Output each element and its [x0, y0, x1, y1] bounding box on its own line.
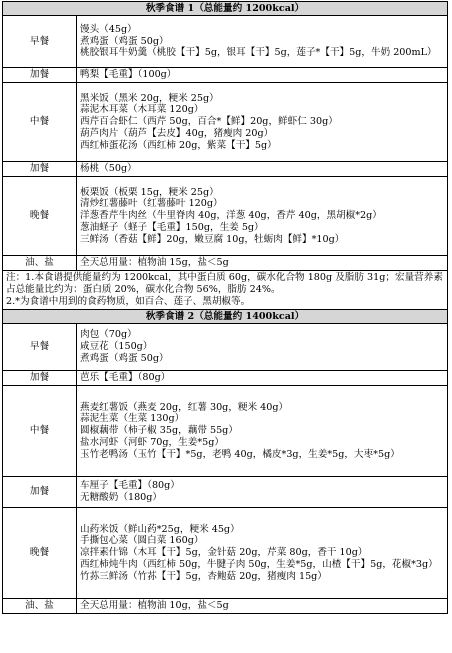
plan1-oil-salt-row: [3, 256, 448, 271]
plan2-snack1-items: [77, 371, 448, 386]
menu-item: 玉竹老鸭汤（玉竹【干】*5g，老鸭 40g，橘皮*3g，生姜*5g，大枣*5g）: [80, 448, 400, 460]
menu-item: 葱油蛏子（蛏子【毛重】150g，生姜 5g）: [80, 221, 264, 233]
plan1-title: 秋季食谱 1（总能量约 1200kcal）: [3, 2, 448, 16]
plan1-snack2-items: [77, 162, 448, 177]
plan1-oil-salt-items: [77, 256, 448, 271]
menu-item: 蒜泥木耳菜（木耳菜 120g）: [80, 104, 204, 116]
plan1-snack1-items: [77, 68, 448, 83]
plan2-dinner-row: [3, 508, 448, 599]
plan2-breakfast-items: [77, 324, 448, 371]
menu-item: 三鲜汤（香菇【鲜】20g，嫩豆腐 10g，牡蛎肉【鲜】*10g）: [80, 233, 345, 245]
plan2-snack1-row: [3, 371, 448, 386]
plan1-breakfast-row: [3, 16, 448, 68]
menu-item: 车厘子【毛重】（80g）: [80, 480, 180, 492]
plan1-breakfast-label: 早餐: [3, 16, 77, 68]
menu-item: 无糖酸奶（180g）: [80, 492, 163, 503]
menu-item: 西芹百合虾仁（西芹 50g，百合*【鲜】20g，鲜虾仁 30g）: [80, 116, 338, 128]
plan2-oil-salt-row: [3, 599, 448, 614]
plan2-snack2-row: [3, 477, 448, 508]
plan1-title-row: [3, 2, 448, 16]
plan1-breakfast-items: [77, 16, 448, 68]
plan2-dinner-label: 晚餐: [3, 508, 77, 599]
plan1-snack2-row: [3, 162, 448, 177]
plan2-title-row: [3, 310, 448, 324]
menu-item: 西红柿炖牛肉（西红柿 50g，牛腱子肉 50g，生姜*5g，山楂【干】5g，花椒*3g）: [80, 558, 438, 570]
plan1-dinner-items: [77, 177, 448, 256]
menu-item: 馒头（45g）: [80, 23, 137, 35]
menu-item: 圆椒藕带（柿子椒 35g，藕带 55g）: [80, 425, 238, 437]
menu-item: 煮鸡蛋（鸡蛋 50g）: [80, 352, 169, 364]
menu-item: 西红柿蛋花汤（西红柿 20g，紫菜【干】5g）: [80, 139, 277, 151]
note-text: 2.*为食谱中用到的食药物质，如百合、莲子、黑胡椒等。: [6, 295, 251, 307]
plan2-lunch-items: [77, 386, 448, 477]
menu-item: 手撕包心菜（圆白菜 160g）: [80, 535, 204, 547]
menu-item: 清炒红薯藤叶（红薯藤叶 120g）: [80, 198, 223, 210]
plan1-lunch-label: 中餐: [3, 83, 77, 162]
menu-item: 盐水河虾（河虾 70g，生姜*5g）: [80, 436, 224, 448]
menu-item: 黑米饭（黑米 20g，粳米 25g）: [80, 92, 219, 104]
plan2-lunch-label: 中餐: [3, 386, 77, 477]
plan1-dinner-row: [3, 177, 448, 256]
plan2-dinner-items: [77, 508, 448, 599]
plan2-oil-salt-items: [77, 599, 448, 614]
menu-item: 凉拌素什锦（木耳【干】5g，金针菇 20g，芹菜 80g，香干 10g）: [80, 547, 368, 559]
menu-item: 全天总用量：植物油 10g，盐＜5g: [80, 600, 229, 612]
menu-item: 葫芦肉片（葫芦【去皮】40g，猪瘦肉 20g）: [80, 127, 274, 139]
plan1-snack1-label: 加餐: [3, 68, 77, 83]
autumn-recipe-table: [2, 1, 448, 614]
plan2-snack2-items: [77, 477, 448, 508]
plan1-lunch-row: [3, 83, 448, 162]
plan1-lunch-items: [77, 83, 448, 162]
menu-item: 竹荪三鲜汤（竹荪【干】5g，杏鲍菇 20g，猪瘦肉 15g）: [80, 570, 327, 582]
plan2-breakfast-label: 早餐: [3, 324, 77, 371]
plan1-notes-row: [3, 271, 448, 310]
plan2-breakfast-row: [3, 324, 448, 371]
menu-item: 山药米饭（鲜山药*25g，粳米 45g）: [80, 523, 240, 535]
menu-item: 杨桃（50g）: [80, 163, 137, 175]
menu-item: 蒜泥生菜（生菜 130g）: [80, 413, 185, 425]
plan1-oil-salt-label: 油、盐: [3, 256, 77, 271]
menu-item: 鸭梨【毛重】（100g）: [80, 69, 177, 81]
menu-item: 板栗饭（板栗 15g，粳米 25g）: [80, 186, 219, 198]
menu-item: 肉包（70g）: [80, 329, 137, 341]
menu-item: 咸豆花（150g）: [80, 341, 153, 353]
plan2-oil-salt-label: 油、盐: [3, 599, 77, 614]
plan1-dinner-label: 晚餐: [3, 177, 77, 256]
plan1-snack1-row: [3, 68, 448, 83]
plan2-snack1-label: 加餐: [3, 371, 77, 386]
menu-item: 燕麦红薯饭（燕麦 20g，红薯 30g，粳米 40g）: [80, 401, 289, 413]
plan2-lunch-row: [3, 386, 448, 477]
plan2-title: 秋季食谱 2（总能量约 1400kcal）: [3, 310, 448, 324]
note-text: 注：1.本食谱提供能量约为 1200kcal，其中蛋白质 60g，碳水化合物 180g 及脂肪 31g；宏量营养素占总能量比约为：蛋白质 20%，碳水化合物 56%，脂肪 24%。: [6, 272, 443, 296]
menu-item: 全天总用量：植物油 15g，盐＜5g: [80, 257, 229, 269]
plan2-snack2-label: 加餐: [3, 477, 77, 508]
plan1-notes: [3, 271, 448, 310]
menu-item: 煮鸡蛋（鸡蛋 50g）: [80, 35, 169, 47]
plan1-snack2-label: 加餐: [3, 162, 77, 177]
menu-item: 桃胶银耳牛奶羹（桃胶【干】5g，银耳【干】5g，莲子*【干】5g，牛奶 200mL）: [80, 47, 437, 59]
menu-item: 洋葱香芹牛肉丝（牛里脊肉 40g，洋葱 40g，香芹 40g，黑胡椒*2g）: [80, 210, 382, 222]
menu-item: 芭乐【毛重】（80g）: [80, 372, 171, 384]
